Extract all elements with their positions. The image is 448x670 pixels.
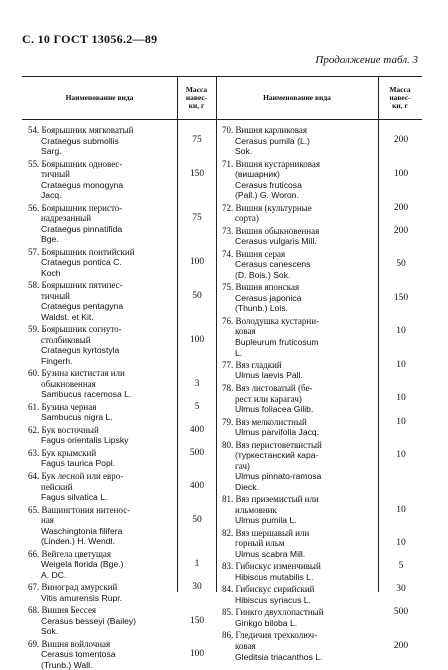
species-entry-line: ковая [235, 641, 256, 652]
species-entry [28, 125, 134, 157]
mass-value: 100 [189, 257, 205, 267]
species-entry-line: 70. Вишня карликовая [222, 125, 308, 135]
species-entry-line: Sarg. [41, 146, 62, 157]
table-continuation-caption: Продолжение табл. 3 [315, 54, 418, 66]
mass-value: 30 [396, 584, 406, 595]
species-entry [222, 440, 322, 493]
mass-value: 10 [396, 450, 406, 461]
species-entry-line: гач) [235, 460, 250, 471]
species-entry-line: Cerasus canescens [235, 259, 311, 270]
species-entry-line: Ulmus scabra Mill. [235, 548, 306, 559]
species-entry-line: Bge. [41, 234, 59, 245]
header-mass-right-line: Масса [389, 84, 411, 94]
species-entry-line: 62. Бук восточный [28, 424, 99, 435]
species-entry [222, 226, 319, 247]
species-entry-line: Waldst. et Kit. [41, 311, 94, 322]
species-entry-line: 63. Бук крымский [28, 447, 97, 458]
species-entry-line: 72. Вишня (культурные [222, 202, 312, 213]
species-entry-line: ная [41, 515, 54, 526]
species-entry-line: Jacq. [41, 190, 62, 201]
species-entry-line: Crataegus kyrtostyla [41, 345, 120, 356]
header-mass-left-line: Масса [185, 84, 208, 94]
species-entry-line: (Thunb.) Lois. [235, 303, 289, 314]
mass-value: 75 [192, 213, 202, 223]
mass-value: 150 [189, 615, 205, 626]
species-entry [222, 584, 315, 605]
species-entry-line: 76. Володушка кустарни- [222, 315, 320, 326]
species-entry-line: L. [235, 347, 243, 358]
species-entry-line: рест или карагач) [235, 393, 302, 404]
species-entry-line: Weigela florida (Bge.) [41, 559, 124, 570]
species-entry [222, 561, 321, 582]
species-entry-line: обыкновенная [41, 378, 96, 389]
species-entry-line: (Pall.) G. Woron. [235, 190, 299, 201]
species-entry-line: Bupleurum fruticosum [235, 337, 319, 348]
species-entry-line: пейский [41, 481, 73, 492]
mass-value: 500 [393, 607, 409, 618]
species-entry-line: 64. Бук лесной или евро- [28, 470, 124, 481]
species-entry-line: 66. Вейгела цветущая [28, 548, 112, 559]
species-entry-line: 75. Вишня японская [222, 282, 300, 293]
species-entry [28, 280, 123, 322]
species-entry-line: 67. Виноград амурский [28, 582, 118, 593]
species-entry [222, 417, 319, 438]
species-entry [28, 582, 122, 603]
species-entry-line: (D. Bois.) Sok. [235, 269, 291, 280]
species-entry-line: Gleditsia triacanthos L. [235, 651, 323, 662]
species-entry-line: тичный [41, 169, 70, 180]
species-entry [28, 203, 122, 245]
species-entry [222, 360, 303, 381]
species-entry [222, 607, 324, 628]
species-entry-line: Crataegus pentagyna [41, 301, 124, 312]
species-entry [222, 249, 310, 281]
species-table [22, 76, 422, 670]
species-entry-line: горный ильм [235, 538, 285, 549]
species-entry-line: Ulmus foliacea Gilib. [235, 404, 314, 415]
mass-value: 50 [396, 259, 406, 270]
species-entry [28, 324, 122, 366]
species-entry-line: 69. Вишня войлочная [28, 638, 111, 649]
column-divider [216, 77, 217, 592]
mass-value: 150 [189, 169, 205, 179]
species-entry-line: Crataegus submollis [41, 135, 119, 146]
mass-value: 100 [189, 334, 205, 345]
species-entry [28, 605, 136, 637]
species-entry-line: 84. Гибискус сирийский [222, 584, 315, 595]
species-entry-line: 71. Вишня кустарниковая [222, 158, 321, 169]
species-entry-line: Cerasus tomentosa [41, 649, 116, 660]
species-entry-line: Ulmus pinnato-ramosa [235, 471, 322, 482]
species-entry [222, 630, 322, 662]
species-entry-line: Crataegus pinnatifida [41, 223, 123, 234]
header-mass-left-line: ки, г [188, 101, 205, 111]
mass-value: 200 [393, 202, 409, 213]
species-entry-line: ковая [235, 326, 256, 337]
column-divider [378, 77, 379, 592]
species-entry-line: (Trunb.) Wall. [41, 659, 93, 670]
species-entry-line: столбиковый [41, 334, 91, 345]
species-entry-line: надрезанный [41, 213, 92, 224]
mass-value: 200 [393, 640, 409, 651]
species-entry [28, 505, 130, 547]
header-name-right: Наименование вида [263, 92, 331, 102]
header-mass-left [177, 77, 216, 119]
mass-value: 200 [393, 135, 409, 146]
mass-value: 3 [194, 378, 200, 389]
mass-value: 10 [396, 393, 406, 404]
species-entry-line: Dieck. [235, 481, 259, 492]
species-entry [222, 528, 309, 560]
species-entry-line: 78. Вяз листоватый (бе- [222, 382, 313, 393]
species-entry-line: 61. Бузина черная [28, 401, 97, 412]
species-entry-line: Koch [41, 267, 61, 278]
mass-value: 10 [396, 416, 406, 427]
species-entry-line: Sok. [235, 146, 253, 157]
species-entry-line: 54. Боярышник мягковатый [28, 125, 134, 135]
species-entry [222, 494, 319, 526]
mass-value: 10 [396, 326, 406, 337]
species-entry-line: 58. Боярышник пятипес- [28, 280, 123, 291]
mass-value: 30 [192, 582, 202, 593]
species-entry [222, 282, 301, 314]
mass-value: 50 [192, 514, 202, 525]
header-divider [22, 119, 422, 120]
species-entry-line: Sambucus nigra L. [41, 412, 113, 423]
species-entry-line: Fagus taurica Popl. [41, 458, 116, 469]
mass-value: 100 [393, 169, 409, 179]
species-entry-line: 82. Вяз шершавый или [222, 527, 310, 538]
page-header: С. 10 ГОСТ 13056.2—89 [22, 32, 158, 46]
species-entry-line: Sok. [41, 626, 59, 637]
mass-value: 50 [192, 290, 202, 301]
mass-value: 500 [189, 447, 205, 458]
header-mass-left-line: навес- [185, 92, 208, 102]
species-entry-line: 80. Вяз перистоветвистый [222, 439, 322, 450]
species-entry-line: Vitis amurensis Rupr. [41, 592, 123, 603]
species-entry-line: Ulmus laevis Pall. [235, 370, 303, 381]
species-entry-line: Hibiscus syriacus L. [235, 594, 311, 605]
mass-value: 400 [189, 481, 205, 492]
species-entry-line: Sambucus racemosa L. [41, 389, 132, 400]
species-entry-line: (вишарник) [235, 169, 280, 180]
species-entry-line: Hibiscus mutabilis L. [235, 571, 314, 582]
species-entry [28, 368, 131, 400]
species-entry-line: 55. Боярышник одновес- [28, 158, 123, 169]
species-entry [28, 425, 128, 446]
mass-value: 10 [396, 359, 406, 370]
species-entry [28, 549, 123, 581]
mass-value: 150 [393, 292, 409, 303]
species-entry-line: 73. Вишня обыкновенная [222, 225, 320, 236]
mass-value: 400 [189, 424, 205, 435]
species-entry-line: Fagus silvatica L. [41, 492, 108, 503]
species-entry-line: Cerasus pumila (L.) [235, 135, 310, 146]
species-entry [222, 159, 320, 201]
species-entry [222, 383, 313, 415]
species-entry-line: 86. Гледичия трехколюч- [222, 630, 318, 641]
species-entry [28, 402, 113, 423]
species-entry-line: Cerasus besseyi (Bailey) [41, 615, 137, 626]
species-entry-line: 60. Бузина кистистая или [28, 368, 125, 379]
species-entry-line: Crataegus monogyna [41, 179, 124, 190]
species-entry-line: (Linden.) H. Wendl. [41, 536, 115, 547]
species-entry-line: 65. Вашингтония нитенос- [28, 504, 131, 515]
species-entry [222, 203, 312, 224]
header-mass-right-line: ки, г [392, 101, 408, 111]
species-entry-line: Fingerh. [41, 355, 73, 366]
species-entry-line: 59. Боярышник согнуто- [28, 324, 122, 335]
mass-value: 100 [189, 649, 205, 660]
species-entry [222, 316, 319, 358]
species-entry-line: Crataegus pontica C. [41, 257, 122, 268]
species-entry-line: A. DC. [41, 569, 67, 580]
species-entry [222, 125, 310, 157]
species-entry-line: (туркестанский кара- [235, 450, 319, 461]
header-mass-right-line: навес- [389, 92, 411, 102]
header-mass-right [378, 77, 422, 119]
species-entry-line: сорта) [235, 213, 259, 224]
mass-value: 10 [396, 504, 406, 515]
species-entry-line: 77. Вяз гладкий [222, 359, 282, 370]
species-entry-line: Fagus orientalis Lipsky [41, 435, 129, 446]
mass-value: 10 [396, 538, 406, 549]
species-entry-line: 68. Вишня Бессея [28, 605, 97, 616]
species-entry-line: Cerasus vulgaris Mill. [235, 236, 317, 247]
mass-value: 5 [194, 401, 200, 412]
species-entry-line: 83. Гибискус изменчивый [222, 561, 321, 572]
species-entry [28, 448, 115, 469]
species-entry [28, 639, 116, 670]
species-entry-line: 85. Гинкго двухлопастный [222, 607, 324, 618]
species-entry-line: 56. Боярышник перисто- [28, 202, 123, 213]
species-entry-line: 57. Боярышник понтийский [28, 246, 135, 257]
species-entry-line: Cerasus japonica [235, 292, 302, 303]
species-entry [28, 159, 123, 201]
mass-value: 1 [194, 558, 200, 569]
species-entry-line: Ginkgo biloba L. [235, 617, 298, 628]
species-entry-line: Ulmus parvifolia Jacq. [235, 427, 320, 438]
species-entry-line: 79. Вяз мелколистный [222, 416, 307, 427]
species-entry [28, 471, 123, 503]
header-name-left: Наименование вида [65, 92, 134, 102]
species-entry-line: 81. Вяз приземистый или [222, 494, 319, 505]
species-entry-line: 74. Вишня серая [222, 248, 286, 259]
species-entry-line: Waschingtonia filifera [41, 525, 123, 536]
species-entry-line: тичный [41, 290, 70, 301]
species-entry-line: Ulmus pumila L. [235, 515, 297, 526]
mass-value: 75 [192, 135, 202, 146]
mass-value: 5 [398, 561, 404, 572]
mass-value: 200 [393, 225, 409, 236]
species-entry [28, 247, 135, 279]
species-entry-line: Cerasus fruticosa [235, 179, 302, 190]
species-entry-line: ильмовник [235, 504, 277, 515]
